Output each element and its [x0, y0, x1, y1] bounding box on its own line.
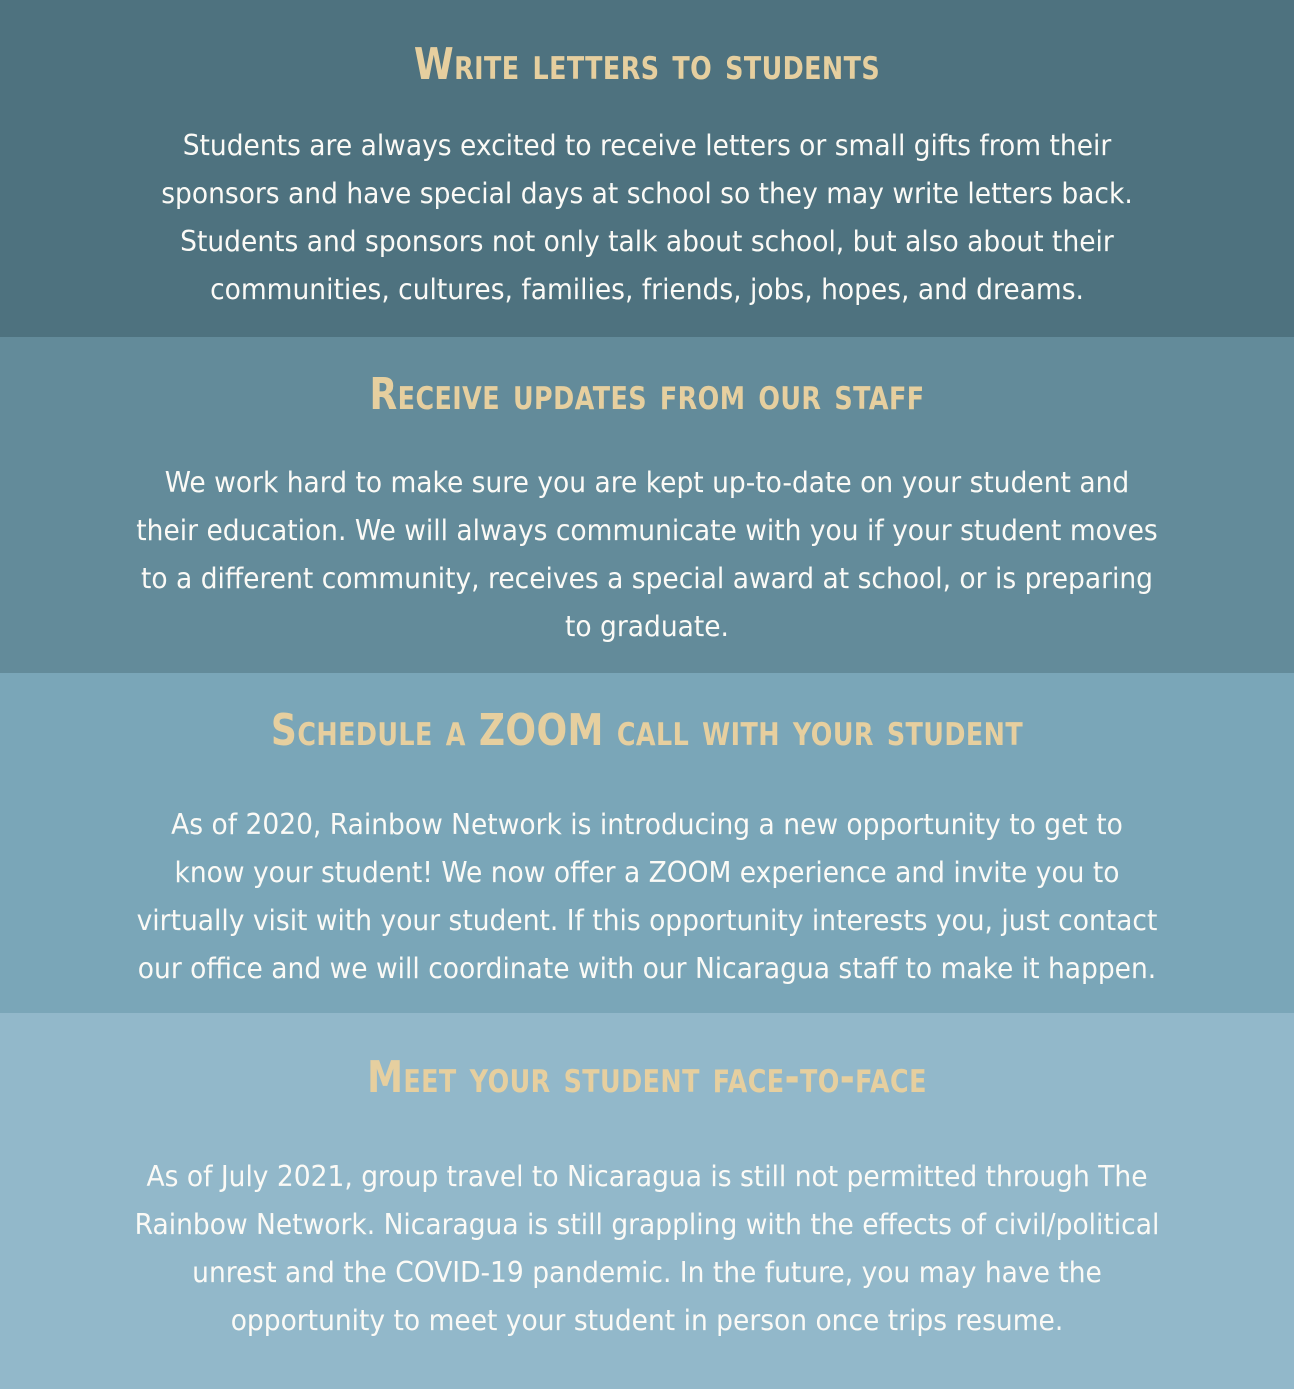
body-line: to a different community, receives a special award at school, or is preparing	[141, 562, 1153, 595]
section-receive-updates	[0, 337, 1294, 673]
section-body	[0, 801, 1294, 993]
body-line: Students are always excited to receive letters or small gifts from their	[182, 129, 1112, 162]
body-line: opportunity to meet your student in person once trips resume.	[230, 1304, 1064, 1337]
body-line: Students and sponsors not only talk about school, but also about their	[180, 225, 1114, 258]
body-line: Rainbow Network. Nicaragua is still grappling with the effects of civil/political	[134, 1208, 1160, 1241]
section-heading: Write letters to students	[413, 39, 881, 90]
body-line: know your student! We now offer a ZOOM experience and invite you to	[174, 856, 1120, 889]
body-line: virtually visit with your student. If this opportunity interests you, just contact	[136, 904, 1158, 937]
section-body	[0, 122, 1294, 314]
section-meet-face-to-face	[0, 1013, 1294, 1389]
section-heading: Schedule a ZOOM call with your student	[270, 705, 1024, 756]
body-line: unrest and the COVID-19 pandemic. In the future, you may have the	[192, 1256, 1102, 1289]
body-line: our office and we will coordinate with our Nicaragua staff to make it happen.	[137, 952, 1157, 985]
body-line: As of July 2021, group travel to Nicaragua is still not permitted through The	[146, 1160, 1148, 1193]
body-line: As of 2020, Rainbow Network is introducing a new opportunity to get to	[171, 808, 1123, 841]
body-line: their education. We will always communicate with you if your student moves	[136, 514, 1158, 547]
section-zoom-call	[0, 673, 1294, 1013]
body-line: to graduate.	[565, 610, 729, 643]
body-line: sponsors and have special days at school so they may write letters back.	[161, 177, 1133, 210]
section-body	[0, 1153, 1294, 1345]
body-line: We work hard to make sure you are kept up-to-date on your student and	[164, 466, 1130, 499]
section-body	[0, 459, 1294, 651]
section-heading: Receive updates from our staff	[369, 369, 925, 420]
section-heading: Meet your student face-to-face	[367, 1052, 927, 1103]
section-write-letters	[0, 0, 1294, 337]
body-line: communities, cultures, families, friends, jobs, hopes, and dreams.	[210, 273, 1084, 306]
